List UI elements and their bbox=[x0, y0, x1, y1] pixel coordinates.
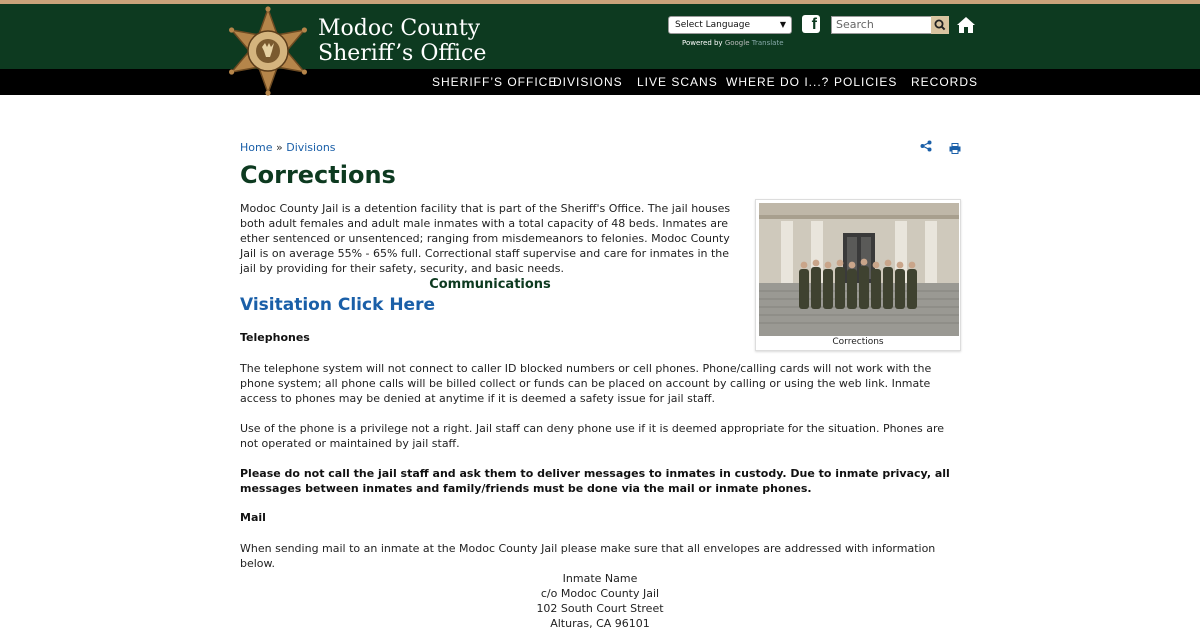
main-nav bbox=[0, 69, 1200, 95]
translate-link[interactable]: Translate bbox=[751, 39, 784, 47]
search-button[interactable] bbox=[931, 16, 949, 34]
privacy-warning: Please do not call the jail staff and ask them to deliver messages to inmates in custody. Due to inmate privacy, all messages between inmates and family/friends must be done via the mail or inmate phones. bbox=[240, 467, 950, 495]
nav-item-policies[interactable]: POLICIES bbox=[834, 75, 898, 89]
nav-item-where-do-i[interactable]: WHERE DO I...? bbox=[726, 75, 830, 89]
mail-heading: Mail bbox=[240, 511, 266, 524]
photo-caption: Corrections bbox=[832, 337, 884, 347]
powered-by-text: Powered by bbox=[682, 39, 723, 47]
corrections-staff-photo[interactable] bbox=[759, 203, 959, 336]
search-input[interactable] bbox=[831, 16, 931, 34]
nav-item-divisions[interactable]: DIVISIONS bbox=[553, 75, 623, 89]
nav-item-live-scans[interactable]: LIVE SCANS bbox=[637, 75, 718, 89]
breadcrumb-home-link[interactable]: Home bbox=[240, 141, 273, 154]
home-icon[interactable] bbox=[956, 15, 976, 35]
print-icon[interactable] bbox=[949, 143, 961, 154]
site-title-line2: Sheriff’s Office bbox=[318, 41, 487, 66]
google-translate-credit bbox=[682, 39, 784, 47]
breadcrumb-divisions-link[interactable]: Divisions bbox=[286, 141, 336, 154]
language-select-label: Select Language bbox=[675, 20, 751, 30]
nav-item-records[interactable]: RECORDS bbox=[911, 75, 979, 89]
search-placeholder: Search bbox=[836, 18, 874, 31]
telephones-paragraph-2: Use of the phone is a privilege not a right. Jail staff can deny phone use if it is deemed appropriate for the situation. Phones are not operated or maintained by jail staff. bbox=[240, 422, 945, 450]
mail-paragraph: When sending mail to an inmate at the Modoc County Jail please make sure that all envelopes are addressed with information below. bbox=[240, 542, 936, 570]
telephones-paragraph-1: The telephone system will not connect to caller ID blocked numbers or cell phones. Phone/calling cards will not work with the phone system; all phone calls will be billed collect or funds can be placed on account by calling or using the web link. Inmate access to phones may be denied at anytime if it is deemed a safety issue for jail staff. bbox=[240, 362, 932, 405]
photo-figure bbox=[755, 199, 961, 351]
site-header bbox=[0, 4, 1200, 69]
site-title-line1: Modoc County bbox=[318, 16, 481, 41]
address-line: Alturas, CA 96101 bbox=[550, 617, 650, 630]
intro-paragraph: Modoc County Jail is a detention facility that is part of the Sheriff's Office. The jail houses both adult females and adult male inmates with a total capacity of 48 beds. Inmates are ether sentenced or unsentenced; ranging from misdemeanors to felonies. Modoc County Jail is on average 55% - 65% full. Correctional staff supervise and care for inmates in the jail by providing for their safety, security, and basic needs. bbox=[240, 202, 731, 275]
communications-heading: Communications bbox=[429, 277, 551, 292]
mailing-address bbox=[240, 571, 960, 631]
page-title: Corrections bbox=[240, 161, 396, 189]
search-icon bbox=[931, 16, 949, 34]
share-icon[interactable] bbox=[920, 140, 932, 152]
facebook-icon[interactable]: f bbox=[802, 15, 820, 33]
breadcrumb-separator: » bbox=[275, 141, 283, 154]
address-line: c/o Modoc County Jail bbox=[540, 587, 660, 600]
nav-item-sheriffs-office[interactable]: SHERIFF’S OFFICE bbox=[432, 75, 558, 89]
chevron-down-icon: ▼ bbox=[779, 20, 786, 29]
visitation-link[interactable]: Visitation Click Here bbox=[240, 295, 435, 315]
telephones-heading: Telephones bbox=[240, 331, 310, 344]
address-line: Inmate Name bbox=[562, 572, 638, 585]
breadcrumb bbox=[240, 141, 336, 154]
language-select[interactable] bbox=[668, 16, 792, 34]
address-line: 102 South Court Street bbox=[536, 602, 664, 615]
google-text: Google bbox=[724, 39, 750, 47]
sheriff-star-badge-icon[interactable] bbox=[224, 7, 312, 95]
site-title[interactable] bbox=[318, 16, 486, 66]
